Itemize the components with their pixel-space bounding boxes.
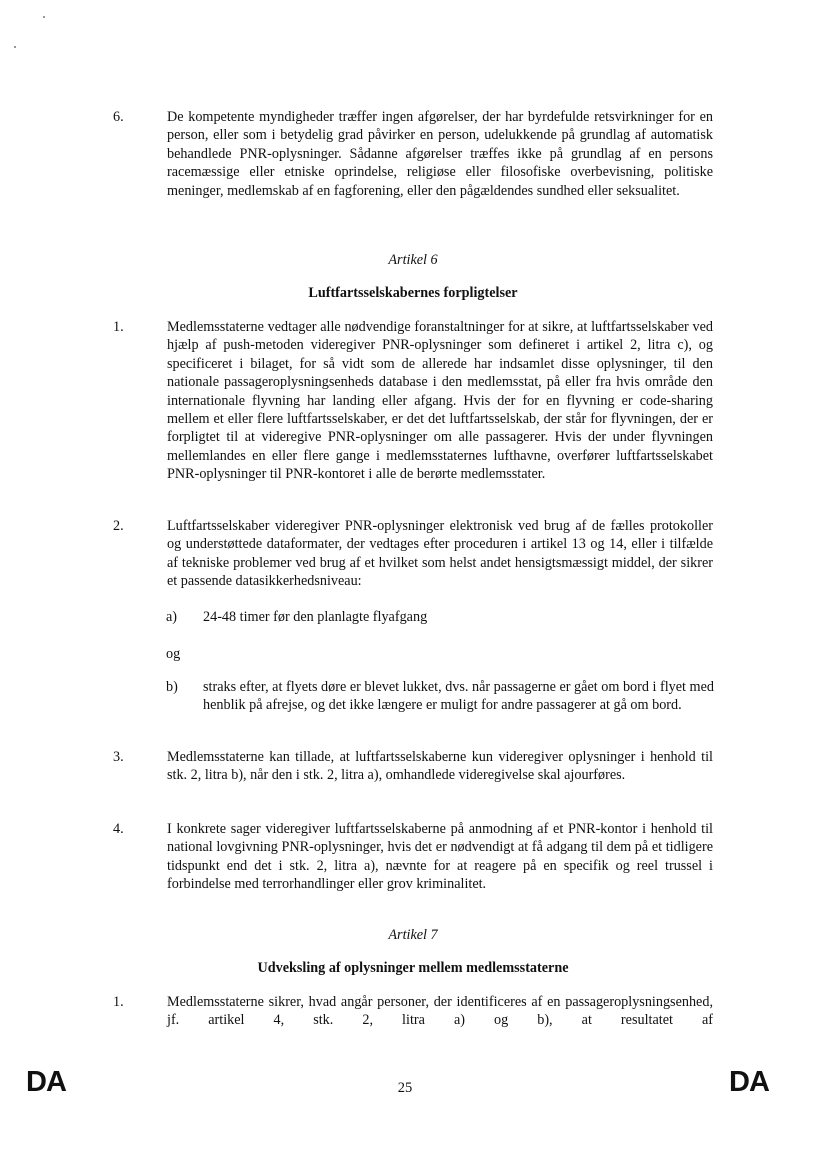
article-6-label: Artikel 6 xyxy=(388,252,438,268)
article-6-paragraph-4 xyxy=(113,820,713,894)
paragraph-number: 1. xyxy=(113,994,124,1010)
scan-artifact xyxy=(14,46,16,48)
paragraph-text: Medlemsstaterne kan tillade, at luftfartsselskaberne kun videregiver oplysninger i henhold til stk. 2, litra b), når den i stk. 2, litra a), omhandlede videregivelse skal ajourføres. xyxy=(167,749,713,784)
paragraph-text: I konkrete sager videregiver luftfartsselskaberne på anmodning af et PNR-kontor i henhold til national lovgivning PNR-oplysninger, hvis det er nødvendigt at få adgang til dem på et tidligere tidspunkt end det i stk. 2, litra a), nævnte for at reagere på en specifik og reel trussel i forbindelse med terrorhandlinger eller grov kriminalitet. xyxy=(167,821,713,893)
article-6-paragraph-3 xyxy=(113,748,713,785)
paragraph-number: 2. xyxy=(113,518,124,534)
paragraph-text: De kompetente myndigheder træffer ingen afgørelser, der har byrdefulde retsvirkninger for en person, eller som i betydelig grad påvirker en person, udelukkende på grundlag af automatisk behandlede PNR-oplysninger. Sådanne afgørelser træffes ikke på grundlag af en persons racemæssige eller etniske oprindelse, religiøse eller filosofiske overbevisning, politiske meninger, medlemskab af en fagforening, eller den pågældendes sundhed eller seksualitet. xyxy=(167,109,713,199)
list-item-text: 24-48 timer før den planlagte flyafgang xyxy=(203,609,428,625)
paragraph-text: Medlemsstaterne sikrer, hvad angår personer, der identificeres af en passageroplysningsenhed, jf. artikel 4, stk. 2, litra a) og b), at resultatet af xyxy=(167,994,713,1029)
language-tag-right: DA xyxy=(729,1066,769,1098)
paragraph-6 xyxy=(113,108,713,200)
article-6-paragraph-2 xyxy=(113,517,713,591)
article-7-paragraph-1 xyxy=(113,993,713,1030)
article-7-title: Udveksling af oplysninger mellem medlemsstaterne xyxy=(257,960,569,976)
article-7-label: Artikel 7 xyxy=(388,927,438,943)
paragraph-number: 3. xyxy=(113,749,124,765)
paragraph-text: Luftfartsselskaber videregiver PNR-oplysninger elektronisk ved brug af de fælles protokoller og understøttede dataformater, der vedtages efter proceduren i artikel 13 og 14, eller i tilfælde af tekniske problemer ved brug af et hvilket som helst andet hensigtsmæssigt middel, der sikrer et passende datasikkerhedsniveau: xyxy=(167,518,713,590)
list-item-label: a) xyxy=(166,609,178,625)
list-item-b xyxy=(166,678,714,715)
list-item-label: b) xyxy=(166,679,178,695)
scan-artifact xyxy=(43,16,45,18)
connector-text: og xyxy=(166,646,181,662)
list-item-a xyxy=(166,608,714,626)
article-6-title: Luftfartsselskabernes forpligtelser xyxy=(308,285,518,301)
page-number: 25 xyxy=(397,1080,413,1096)
paragraph-number: 1. xyxy=(113,319,124,335)
paragraph-number: 4. xyxy=(113,821,124,837)
paragraph-text: Medlemsstaterne vedtager alle nødvendige foranstaltninger for at sikre, at luftfartsselskaber ved hjælp af push-metoden videregiver PNR-oplysninger som defineret i artikel 2, litra c), og specificeret i bilaget, for så vidt som de allerede har indsamlet disse oplysninger, til den nationale passageroplysningsenheds database i den medlemsstat, på eller fra hvis område den internationale flyvning har landing eller afgang. Hvis der for en flyvning er code-sharing mellem et eller flere luftfartsselskaber, er det det luftfartsselskab, der står for flyvningen, der er forpligtet til at videregive PNR-oplysninger om alle passagerer. Hvis der under flyvningen mellemlandes en eller flere gange i medlemsstaternes lufthavne, overfører luftfartsselskabet PNR-oplysninger til PNR-kontoret i alle de berørte medlemsstater. xyxy=(167,319,713,483)
list-item-text: straks efter, at flyets døre er blevet lukket, dvs. når passagerne er gået om bord i flyet med henblik på afrejse, og det ikke længere er muligt for andre passagerer at gå om bord. xyxy=(203,679,714,714)
article-6-paragraph-1 xyxy=(113,318,713,484)
language-tag-left: DA xyxy=(26,1066,66,1098)
paragraph-number: 6. xyxy=(113,109,124,125)
